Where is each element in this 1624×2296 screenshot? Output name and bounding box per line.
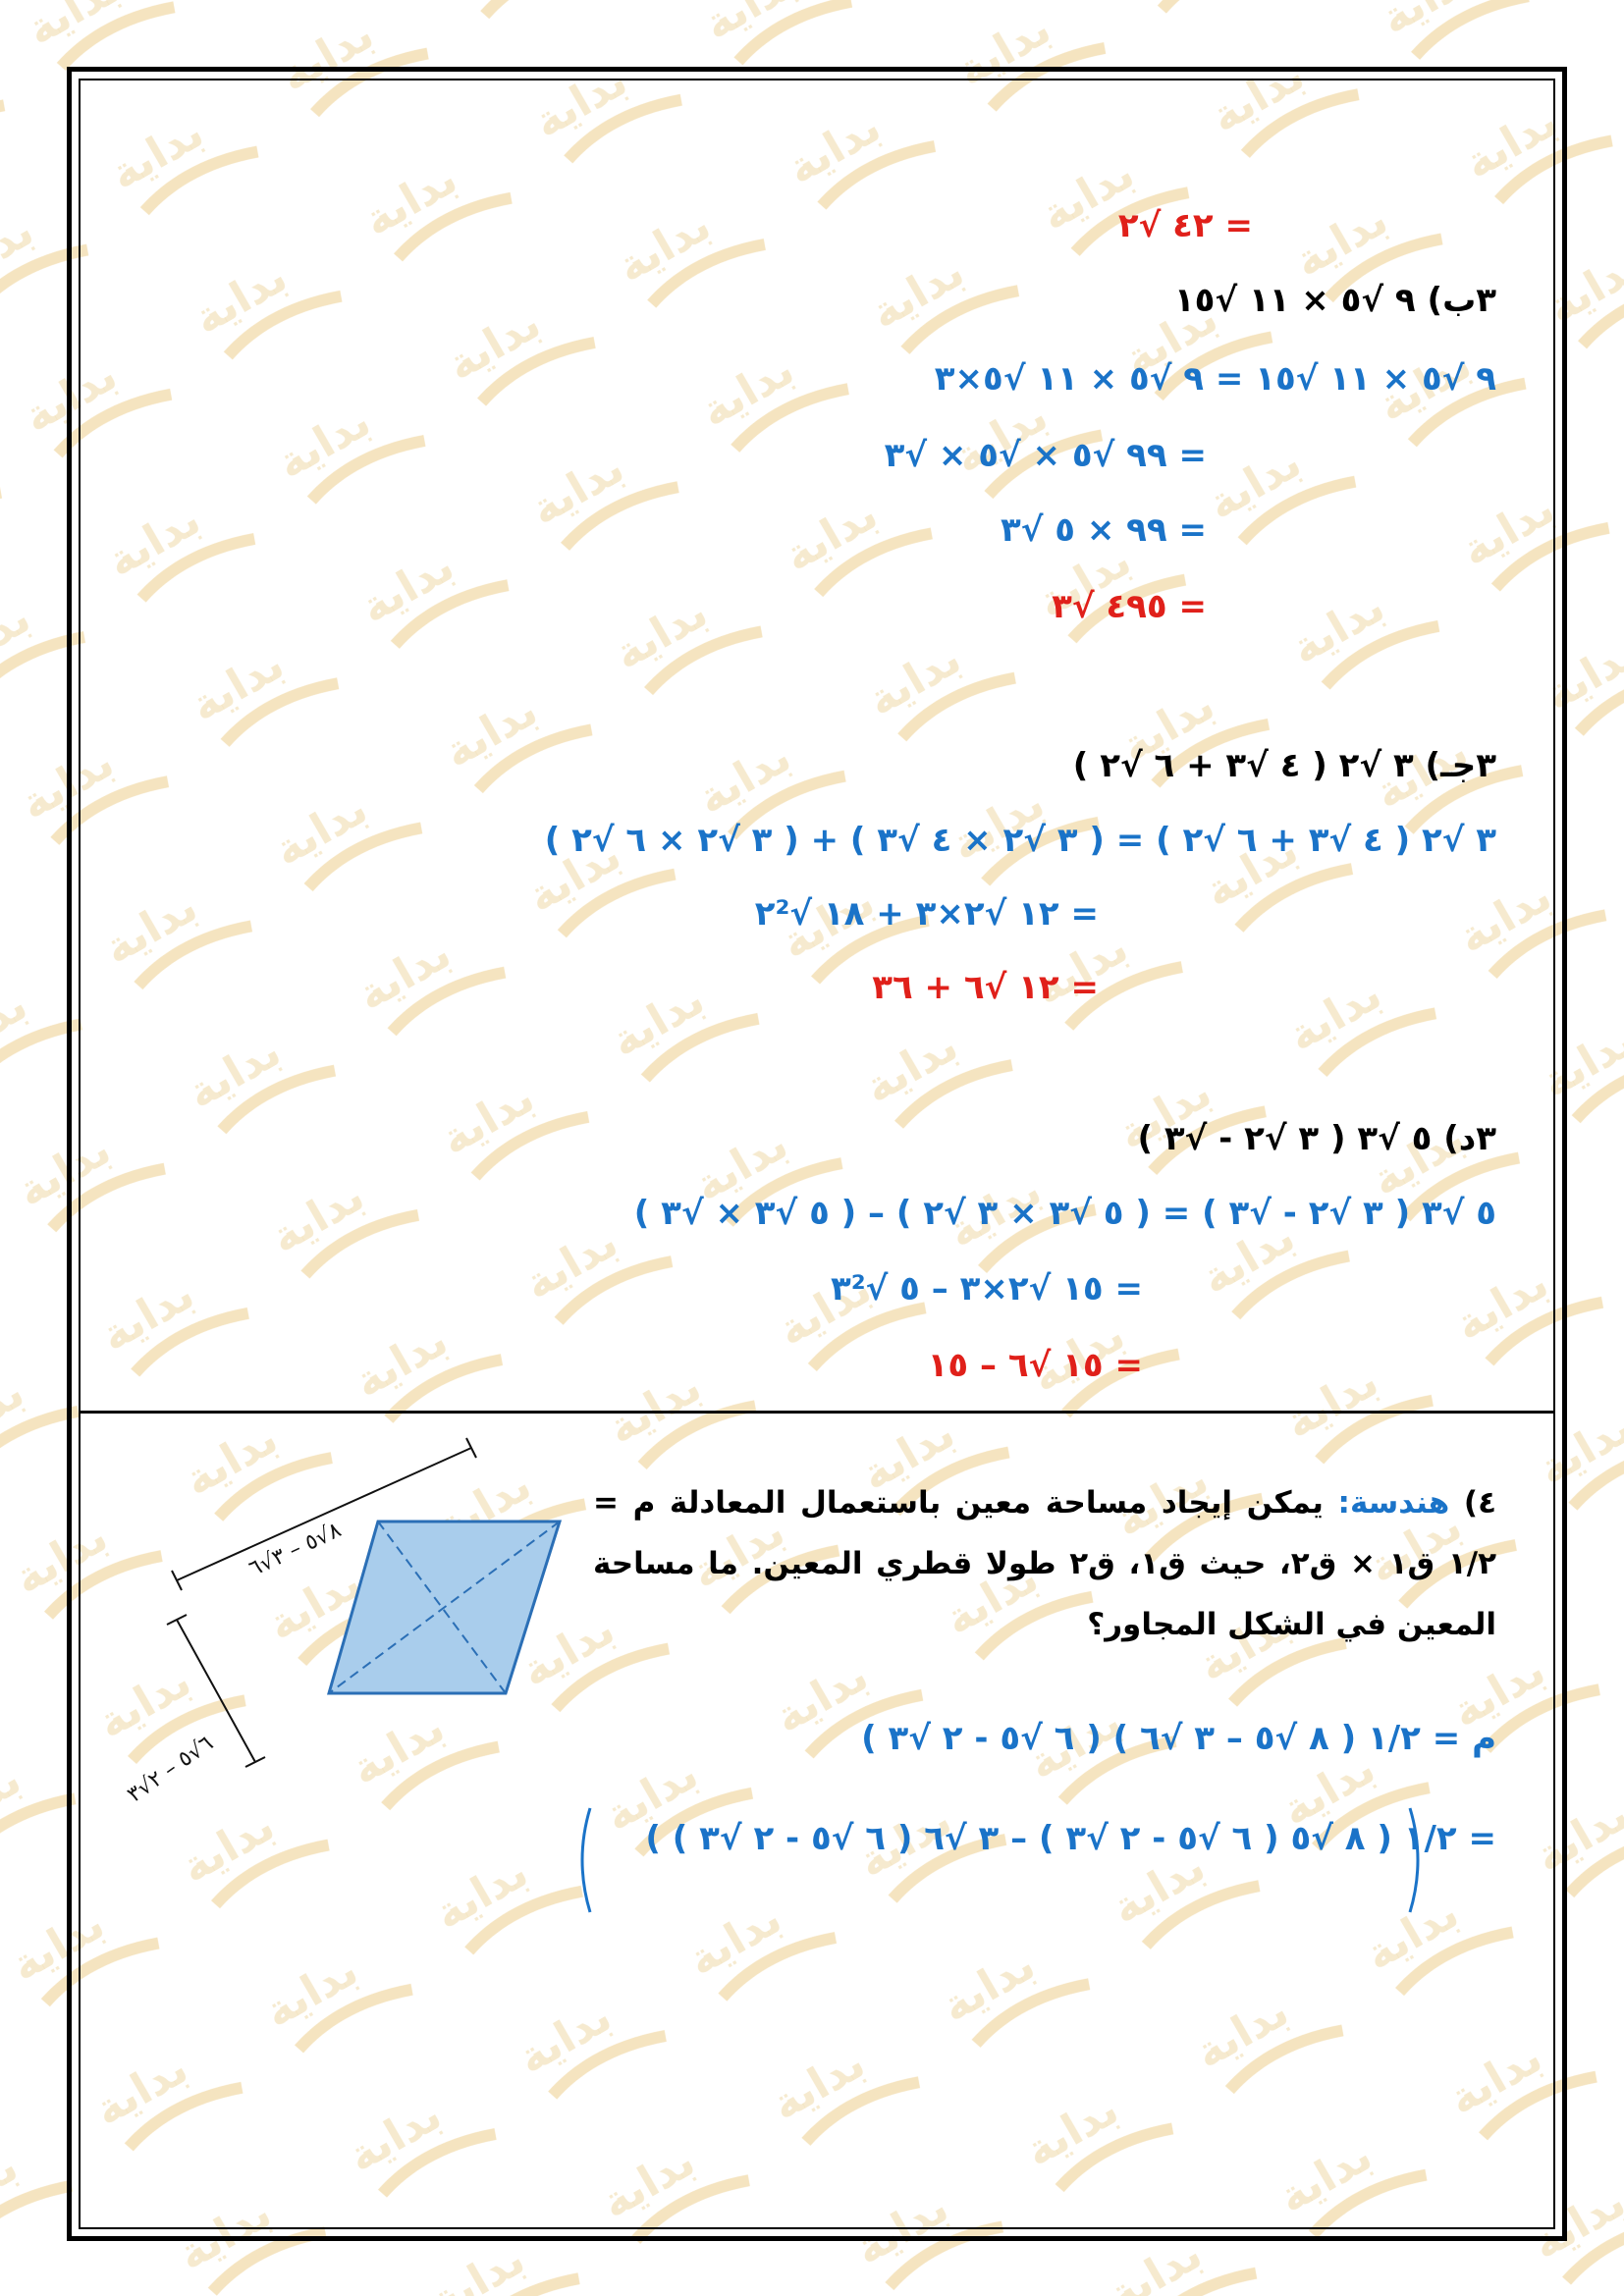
part-b-step-1: ٩ √٥ × ١١ √١٥ = ٩ √٥ × ١١ √٥×٣: [934, 359, 1496, 399]
diagonal-label-1: ٨√٥ – ٣√٦: [244, 1518, 346, 1582]
diagonal-label-2: ٦√٥ – ٢√٣: [123, 1731, 218, 1808]
question-text: يمكن إيجاد مساحة معين باستعمال المعادلة م = ١/٢ ق١ × ق٢، حيث ق١، ق٢ طولا قطري المعين. ما مساحة المعين في الشكل المجاور؟: [593, 1485, 1496, 1642]
question-4: [593, 1472, 1496, 1655]
section-divider: [79, 1411, 1555, 1414]
part-d-problem: ٣د) ٥ √٣ ( ٣ √٢ - √٣ ): [1137, 1119, 1496, 1158]
part-c-answer: = ١٢ √٦ + ٣٦: [872, 968, 1099, 1007]
part-b-step-3: = ٩٩ × ٥ √٣: [1000, 510, 1207, 550]
part-b-problem: ٣ب) ٩ √٥ × ١١ √١٥: [1173, 281, 1496, 320]
part-d-answer: = ١٥ √٦ – ١٥: [927, 1346, 1143, 1385]
question-4-step-1: م = ١/٢ ( ٨ √٥ – ٣ √٦ ) ( ٦ √٥ - ٢ √٣ ): [861, 1719, 1496, 1758]
question-label: هندسة:: [1337, 1485, 1450, 1521]
rhombus-figure: [123, 1428, 579, 1821]
part-c-problem: ٣جـ) ٣ √٢ ( ٤ √٣ + ٦ √٢ ): [1072, 746, 1496, 785]
left-big-paren: [574, 1806, 594, 1914]
part-d-step-2: = ١٥ √٢×٣ – ٥ √٣²: [830, 1269, 1143, 1308]
question-number: ٤): [1463, 1485, 1496, 1521]
part-c-step-2: = ١٢ √٢×٣ + ١٨ √٢²: [754, 894, 1099, 934]
part-b-step-2: = ٩٩ √٥ × √٥ × √٣: [884, 436, 1207, 475]
dimension-bracket-2: [167, 1615, 265, 1767]
lead-result: = ٤٢ √٢: [1117, 206, 1253, 245]
part-b-answer: = ٤٩٥ √٣: [1052, 587, 1207, 626]
right-big-paren: [1406, 1806, 1426, 1914]
part-d-step-1: ٥ √٣ ( ٣ √٢ - √٣ ) = ( ٥ √٣ × ٣ √٢ ) – ( ٥ √٣ × √٣ ): [633, 1194, 1496, 1233]
part-c-step-1: ٣ √٢ ( ٤ √٣ + ٦ √٢ ) = ( ٣ √٢ × ٤ √٣ ) + ( ٣ √٢ × ٦ √٢ ): [544, 821, 1496, 860]
question-4-step-2: = ١/٢ ( ٨ √٥ ( ٦ √٥ - ٢ √٣ ) – ٣ √٦ ( ٦ √٥ - ٢ √٣ ) ): [645, 1819, 1496, 1858]
